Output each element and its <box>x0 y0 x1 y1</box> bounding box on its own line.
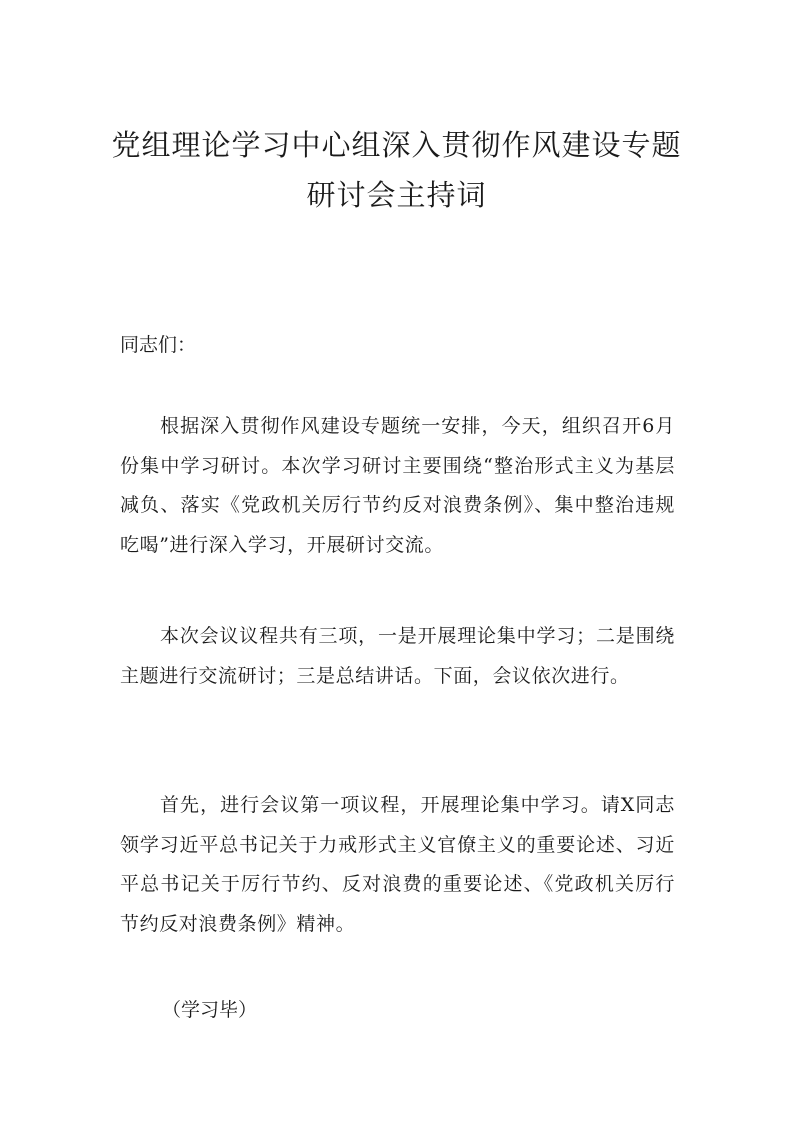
paragraph-2: 本次会议议程共有三项，一是开展理论集中学习；二是围绕主题进行交流研讨；三是总结讲话。下面，会议依次进行。 <box>120 625 675 687</box>
paragraph-3: 首先，进行会议第一项议程，开展理论集中学习。请X同志领学习近平总书记关于力戒形式主义官僚主义的重要论述、习近平总书记关于厉行节约、反对浪费的重要论述、《党政机关厉行节约反对浪费条例》精神。 <box>120 794 675 935</box>
paragraph-1: 根据深入贯彻作风建设专题统一安排，今天，组织召开6月份集中学习研讨。本次学习研讨主要围绕“整治形式主义为基层减负、落实《党政机关厉行节约反对浪费条例》、集中整治违规吃喝”进行深入学习，开展研讨交流。 <box>120 415 675 556</box>
study-complete-note: （学习毕） <box>162 999 258 1021</box>
salutation: 同志们： <box>120 334 197 356</box>
document-title: 党组理论学习中心组深入贯彻作风建设专题研讨会主持词 <box>111 128 682 212</box>
